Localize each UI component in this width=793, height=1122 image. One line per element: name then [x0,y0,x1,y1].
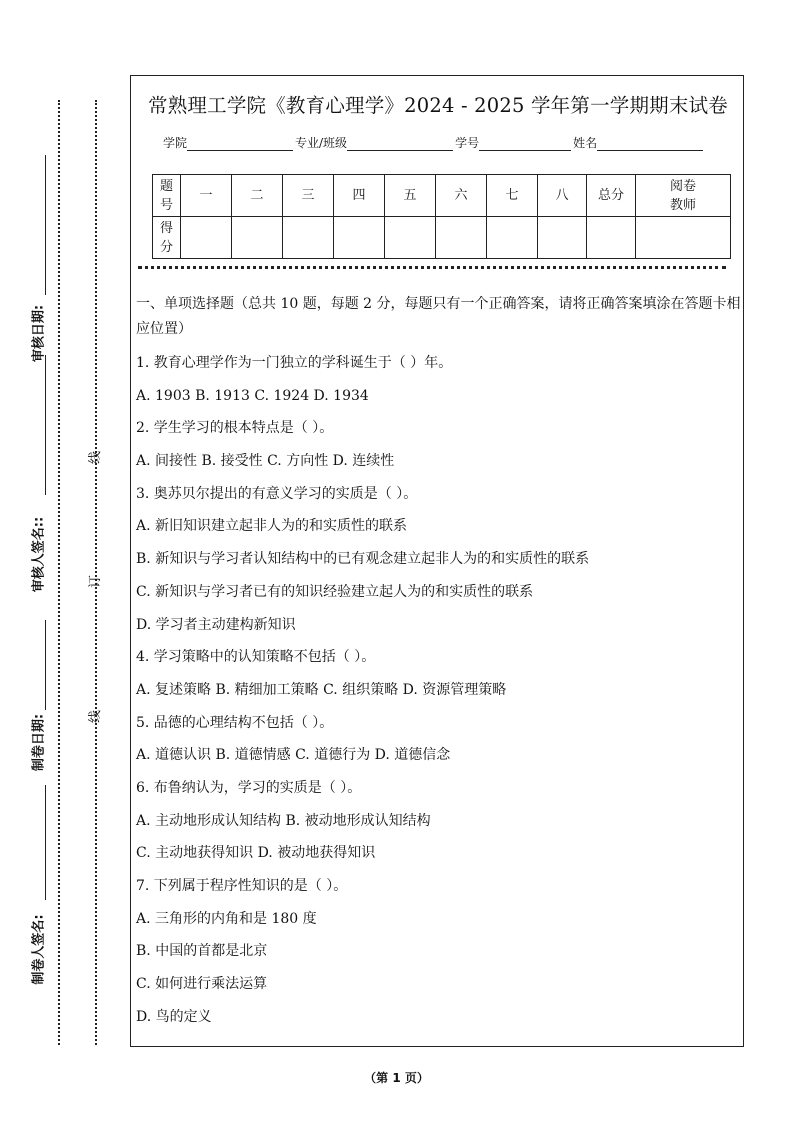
header-cell-6: 六 [436,175,487,217]
question-line: 1. 教育心理学作为一门独立的学科诞生于（ ）年。 [136,355,453,371]
score-cell[interactable] [385,217,436,259]
student-info-row [163,134,705,151]
option-line: D. 鸟的定义 [136,1008,212,1025]
option-line: C. 如何进行乘法运算 [136,976,268,993]
exam-title: 常熟理工学院《教育心理学》2024 - 2025 学年第一学期期末试卷 [148,94,728,117]
student-id-label: 学号 [455,136,480,150]
option-line: A. 间接性 B. 接受性 C. 方向性 D. 连续性 [136,453,395,470]
header-cell-grader: 阅卷 教师 [636,175,731,217]
score-cell[interactable] [636,217,731,259]
major-blank[interactable] [347,137,453,151]
name-label: 姓名 [573,136,598,150]
score-cell[interactable] [232,217,283,259]
questions-area [136,292,742,1033]
header-cell-3: 三 [283,175,334,217]
header-cell-qno: 题 号 [153,175,181,217]
maker-sign-label: 制卷人签名: [31,914,47,985]
score-cell[interactable] [283,217,334,259]
make-date-label: 制卷日期: [31,713,47,772]
score-cell[interactable] [436,217,487,259]
question-line: 3. 奥苏贝尔提出的有意义学习的实质是（ ）。 [136,485,418,502]
score-table-header-row [153,175,731,217]
question-line: 7. 下列属于程序性知识的是（ ）。 [136,878,348,894]
score-cell[interactable] [334,217,385,259]
option-line: A. 新旧知识建立起非人为的和实质性的联系 [136,518,408,535]
score-cell[interactable] [181,217,232,259]
header-cell-2: 二 [232,175,283,217]
question-line: 5. 品德的心理结构不包括（ ）。 [136,714,334,731]
college-blank[interactable] [187,137,293,151]
option-line: A. 复述策略 B. 精细加工策略 C. 组织策略 D. 资源管理策略 [136,681,507,698]
section-1-heading: 一、单项选择题（总共 10 题，每题 2 分，每题只有一个正确答案，请将正确答案填涂在答题卡相应位置） [136,296,741,337]
header-cell-7: 七 [487,175,538,217]
header-cell-4: 四 [334,175,385,217]
binding-char-line-top: 线 [88,450,104,465]
student-id-blank[interactable] [479,137,571,151]
option-line: A. 1903 B. 1913 C. 1924 D. 1934 [136,387,369,404]
score-row-label: 得 分 [153,217,181,259]
option-line: D. 学习者主动建构新知识 [136,616,296,633]
option-line: C. 新知识与学习者已有的知识经验建立起人为的和实质性的联系 [136,583,534,600]
binding-char-line-bottom: 线 [88,709,104,724]
name-blank[interactable] [597,137,703,151]
review-date-blank [45,155,46,295]
score-cell[interactable] [587,217,636,259]
page-footer: （第 1 页） [364,1071,429,1085]
option-line: B. 中国的首都是北京 [136,943,268,960]
option-line: B. 新知识与学习者认知结构中的已有观念建立起非人为的和实质性的联系 [136,551,590,568]
score-cell[interactable] [487,217,538,259]
dotted-separator [138,266,726,269]
score-cell[interactable] [538,217,587,259]
maker-sign-blank [45,785,46,900]
header-cell-total: 总分 [587,175,636,217]
option-line: A. 主动地形成认知结构 B. 被动地形成认知结构 [136,812,431,829]
score-table [152,174,731,259]
header-cell-8: 八 [538,175,587,217]
binding-dotted-line-outer [58,100,60,1045]
question-line: 6. 布鲁纳认为，学习的实质是（ ）。 [136,779,362,796]
major-label: 专业/班级 [295,136,348,150]
reviewer-sign-label: 审核人签名:: [31,516,47,593]
reviewer-sign-blank [45,355,46,495]
exam-frame [130,75,744,1047]
binding-dotted-line-inner [95,100,97,1045]
header-cell-5: 五 [385,175,436,217]
question-line: 4. 学习策略中的认知策略不包括（ ）。 [136,649,376,666]
header-cell-1: 一 [181,175,232,217]
college-label: 学院 [163,136,188,150]
make-date-blank [45,620,46,710]
binding-char-ding: 订 [88,574,104,589]
review-date-label: 审核日期: [31,304,47,363]
score-table-score-row [153,217,731,259]
option-line: A. 道德认识 B. 道德情感 C. 道德行为 D. 道德信念 [136,747,451,764]
question-line: 2. 学生学习的根本特点是（ ）。 [136,420,334,437]
option-line: C. 主动地获得知识 D. 被动地获得知识 [136,845,376,862]
option-line: A. 三角形的内角和是 180 度 [136,910,317,927]
